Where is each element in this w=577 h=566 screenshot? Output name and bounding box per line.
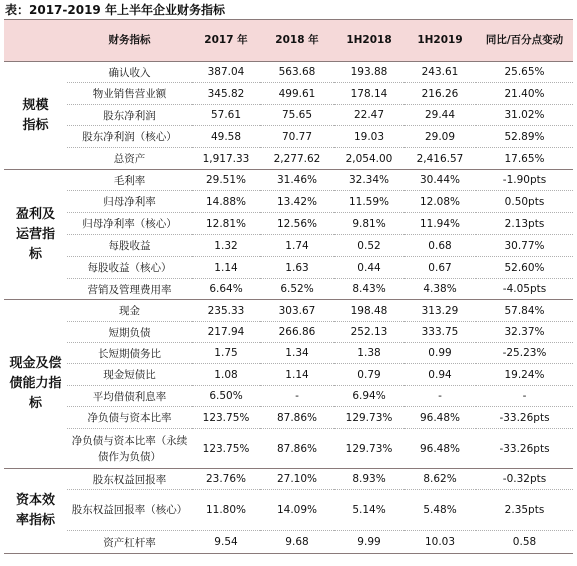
value-cell: 29.44: [404, 105, 476, 126]
category-cell: [4, 469, 67, 554]
value-cell: 0.68: [404, 235, 476, 257]
value-cell: 5.14%: [334, 490, 404, 531]
value-cell: 30.77%: [476, 235, 573, 257]
header-cell: [4, 20, 67, 62]
value-cell: 32.37%: [476, 322, 573, 343]
value-cell: 6.50%: [192, 386, 260, 407]
value-cell: 27.10%: [260, 469, 334, 490]
value-cell: 10.03: [404, 531, 476, 554]
value-cell: 499.61: [260, 83, 334, 105]
metric-name-cell: 毛利率: [67, 170, 192, 191]
value-cell: 563.68: [260, 62, 334, 83]
value-cell: 11.80%: [192, 490, 260, 531]
value-cell: 13.42%: [260, 191, 334, 213]
value-cell: 387.04: [192, 62, 260, 83]
header-cell: 1H2018: [334, 20, 404, 62]
value-cell: 87.86%: [260, 429, 334, 469]
value-cell: 6.94%: [334, 386, 404, 407]
value-cell: 0.67: [404, 257, 476, 279]
metric-name-cell: 股东权益回报率（核心）: [67, 490, 192, 531]
value-cell: 75.65: [260, 105, 334, 126]
value-cell: 11.94%: [404, 213, 476, 235]
value-cell: 57.84%: [476, 300, 573, 322]
value-cell: -33.26pts: [476, 407, 573, 429]
category-cell: [4, 170, 67, 300]
value-cell: 19.24%: [476, 364, 573, 386]
value-cell: 0.79: [334, 364, 404, 386]
value-cell: 32.34%: [334, 170, 404, 191]
value-cell: 29.51%: [192, 170, 260, 191]
value-cell: 52.89%: [476, 126, 573, 148]
value-cell: -33.26pts: [476, 429, 573, 469]
table-row: [4, 83, 573, 105]
value-cell: 1.38: [334, 343, 404, 364]
value-cell: 2,054.00: [334, 148, 404, 170]
value-cell: 266.86: [260, 322, 334, 343]
value-cell: 1.14: [192, 257, 260, 279]
metric-name-cell: 物业销售营业额: [67, 83, 192, 105]
value-cell: 23.76%: [192, 469, 260, 490]
category-label: 盈利及运营指标: [15, 206, 55, 262]
header-cell: 2017 年: [192, 20, 260, 62]
value-cell: 21.40%: [476, 83, 573, 105]
value-cell: 12.56%: [260, 213, 334, 235]
value-cell: 252.13: [334, 322, 404, 343]
value-cell: 303.67: [260, 300, 334, 322]
category-label: 现金及偿债能力指标: [9, 356, 62, 411]
metric-name-cell: 总资产: [67, 148, 192, 170]
header-cell: 2018 年: [260, 20, 334, 62]
table-caption: 表：2017-2019 年上半年企业财务指标: [5, 3, 225, 17]
metric-name-cell: 短期负债: [67, 322, 192, 343]
value-cell: 1.63: [260, 257, 334, 279]
value-cell: 6.52%: [260, 279, 334, 300]
value-cell: 30.44%: [404, 170, 476, 191]
value-cell: 0.99: [404, 343, 476, 364]
table-row: [4, 490, 573, 531]
category-label: 规模指标: [22, 97, 49, 133]
value-cell: 193.88: [334, 62, 404, 83]
metric-name-cell: 资产杠杆率: [67, 531, 192, 554]
value-cell: 12.81%: [192, 213, 260, 235]
table-row: [4, 300, 573, 322]
table-row: [4, 126, 573, 148]
value-cell: -1.90pts: [476, 170, 573, 191]
metric-name-cell: 现金: [67, 300, 192, 322]
value-cell: 52.60%: [476, 257, 573, 279]
value-cell: -0.32pts: [476, 469, 573, 490]
value-cell: 22.47: [334, 105, 404, 126]
value-cell: 2.13pts: [476, 213, 573, 235]
value-cell: 9.81%: [334, 213, 404, 235]
value-cell: 0.50pts: [476, 191, 573, 213]
metric-name-cell: 净负债与资本比率（永续债作为负债）: [67, 429, 192, 469]
table-row: [4, 105, 573, 126]
value-cell: -25.23%: [476, 343, 573, 364]
metric-name-cell: 平均借债利息率: [67, 386, 192, 407]
value-cell: 1.08: [192, 364, 260, 386]
category-cell: [4, 300, 67, 469]
value-cell: 1,917.33: [192, 148, 260, 170]
value-cell: 19.03: [334, 126, 404, 148]
value-cell: 96.48%: [404, 429, 476, 469]
value-cell: 2,277.62: [260, 148, 334, 170]
value-cell: 11.59%: [334, 191, 404, 213]
value-cell: 1.14: [260, 364, 334, 386]
value-cell: 70.77: [260, 126, 334, 148]
value-cell: 29.09: [404, 126, 476, 148]
value-cell: 9.54: [192, 531, 260, 554]
value-cell: 31.02%: [476, 105, 573, 126]
table-row: [4, 170, 573, 191]
value-cell: 2.35pts: [476, 490, 573, 531]
metric-name-cell: 现金短债比: [67, 364, 192, 386]
value-cell: 8.62%: [404, 469, 476, 490]
value-cell: 129.73%: [334, 407, 404, 429]
value-cell: -: [260, 386, 334, 407]
value-cell: 5.48%: [404, 490, 476, 531]
value-cell: 217.94: [192, 322, 260, 343]
table-row: [4, 62, 573, 83]
header-cell: 财务指标: [67, 20, 192, 62]
value-cell: 25.65%: [476, 62, 573, 83]
value-cell: 129.73%: [334, 429, 404, 469]
table-row: [4, 148, 573, 170]
value-cell: -: [404, 386, 476, 407]
value-cell: 57.61: [192, 105, 260, 126]
metric-name-cell: 归母净利率（核心）: [67, 213, 192, 235]
table-row: [4, 213, 573, 235]
value-cell: 178.14: [334, 83, 404, 105]
value-cell: 87.86%: [260, 407, 334, 429]
table-row: [4, 364, 573, 386]
table-row: [4, 407, 573, 429]
metric-name-cell: 归母净利率: [67, 191, 192, 213]
value-cell: 12.08%: [404, 191, 476, 213]
value-cell: 123.75%: [192, 429, 260, 469]
value-cell: 198.48: [334, 300, 404, 322]
value-cell: 1.75: [192, 343, 260, 364]
value-cell: 49.58: [192, 126, 260, 148]
value-cell: 14.09%: [260, 490, 334, 531]
value-cell: 123.75%: [192, 407, 260, 429]
value-cell: 333.75: [404, 322, 476, 343]
value-cell: 313.29: [404, 300, 476, 322]
value-cell: 216.26: [404, 83, 476, 105]
value-cell: 31.46%: [260, 170, 334, 191]
table-row: [4, 322, 573, 343]
value-cell: 1.34: [260, 343, 334, 364]
value-cell: 0.58: [476, 531, 573, 554]
header-cell: 同比/百分点变动: [476, 20, 573, 62]
table-row: [4, 469, 573, 490]
metric-name-cell: 股东权益回报率: [67, 469, 192, 490]
value-cell: 9.68: [260, 531, 334, 554]
value-cell: -: [476, 386, 573, 407]
value-cell: 235.33: [192, 300, 260, 322]
header-cell: 1H2019: [404, 20, 476, 62]
value-cell: 4.38%: [404, 279, 476, 300]
category-cell: [4, 62, 67, 170]
value-cell: 0.52: [334, 235, 404, 257]
value-cell: 243.61: [404, 62, 476, 83]
value-cell: 96.48%: [404, 407, 476, 429]
value-cell: 0.94: [404, 364, 476, 386]
metric-name-cell: 每股收益（核心）: [67, 257, 192, 279]
table-row: [4, 279, 573, 300]
value-cell: 345.82: [192, 83, 260, 105]
metric-name-cell: 长短期债务比: [67, 343, 192, 364]
table-row: [4, 257, 573, 279]
value-cell: 1.74: [260, 235, 334, 257]
table-body: [4, 62, 573, 554]
category-label: 资本效率指标: [15, 493, 55, 528]
table-row: [4, 343, 573, 364]
value-cell: 9.99: [334, 531, 404, 554]
header-row: [4, 20, 573, 62]
metric-name-cell: 股东净利润（核心）: [67, 126, 192, 148]
value-cell: 1.32: [192, 235, 260, 257]
value-cell: 8.93%: [334, 469, 404, 490]
table-row: [4, 531, 573, 554]
table-row: [4, 191, 573, 213]
metric-name-cell: 净负债与资本比率: [67, 407, 192, 429]
metric-name-cell: 股东净利润: [67, 105, 192, 126]
value-cell: 8.43%: [334, 279, 404, 300]
value-cell: 6.64%: [192, 279, 260, 300]
metric-name-cell: 营销及管理费用率: [67, 279, 192, 300]
table-row: [4, 386, 573, 407]
table-row: [4, 235, 573, 257]
value-cell: 17.65%: [476, 148, 573, 170]
financial-indicators-table: [4, 19, 573, 554]
value-cell: 2,416.57: [404, 148, 476, 170]
metric-name-cell: 每股收益: [67, 235, 192, 257]
value-cell: -4.05pts: [476, 279, 573, 300]
table-row: [4, 429, 573, 469]
value-cell: 0.44: [334, 257, 404, 279]
metric-name-cell: 确认收入: [67, 62, 192, 83]
value-cell: 14.88%: [192, 191, 260, 213]
